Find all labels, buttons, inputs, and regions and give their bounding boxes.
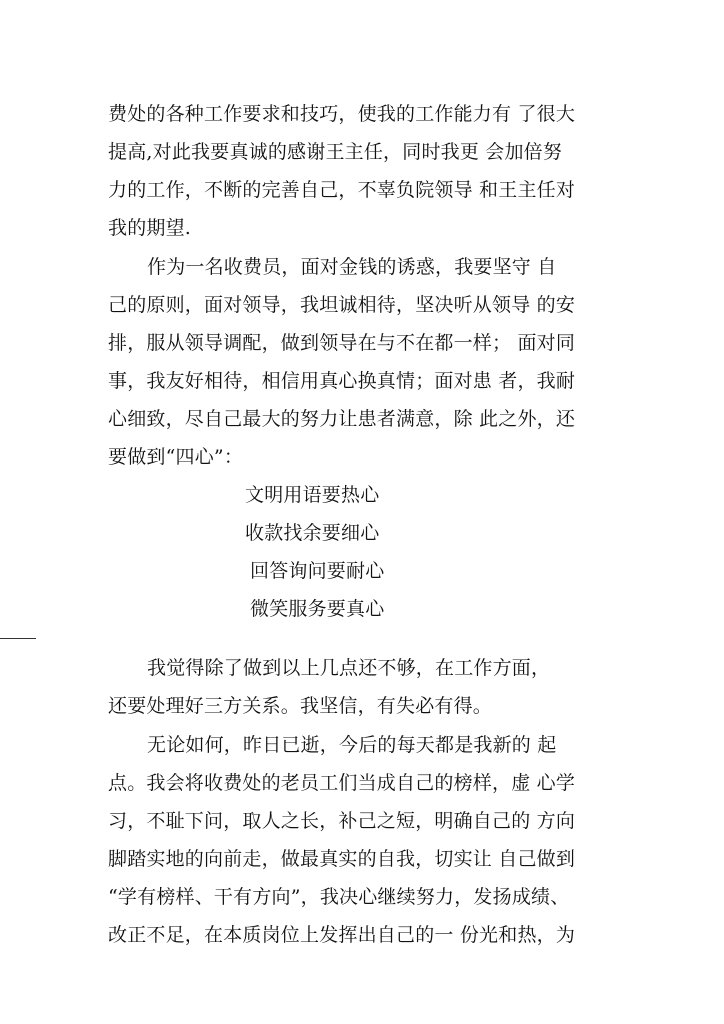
text-line: 改正不足，在本质岗位上发挥出自己的一 份光和热，为 (108, 924, 576, 946)
four-hearts-item: 文明用语要热心 (245, 484, 380, 506)
text-line: 力的工作，不断的完善自己，不辜负院领导 和王主任对 (108, 179, 576, 201)
text-line: 脚踏实地的向前走，做最真实的自我，切实让 自己做到 (108, 848, 576, 870)
text-line: 要做到“四心”： (108, 446, 244, 468)
four-hearts-item: 回答询问要耐心 (250, 560, 385, 582)
text-line: 心细致，尽自己最大的努力让患者满意，除 此之外，还 (108, 408, 576, 430)
text-line: 无论如何，昨日已逝，今后的每天都是我新的 起 (147, 734, 557, 756)
text-line: 事，我友好相待，相信用真心换真情；面对患 者，我耐 (108, 370, 576, 392)
text-line: 排，服从领导调配，做到领导在与不在都一样； 面对同 (108, 332, 576, 354)
text-line: 提高,对此我要真诚的感谢王主任，同时我更 会加倍努 (108, 141, 563, 163)
text-line: 我的期望. (108, 217, 192, 239)
text-line: 己的原则，面对领导，我坦诚相待，坚决听从领导 的安 (108, 294, 576, 316)
text-line: 习，不耻下问，取人之长，补己之短，明确自己的 方向 (108, 810, 576, 832)
text-line: “学有榜样、干有方向”，我决心继续努力，发扬成绩、 (108, 886, 570, 908)
text-line: 费处的各种工作要求和技巧，使我的工作能力有 了很大 (108, 103, 576, 125)
text-line: 还要处理好三方关系。我坚信，有失必有得。 (108, 695, 493, 717)
text-line: 我觉得除了做到以上几点还不够，在工作方面， (147, 657, 551, 679)
four-hearts-item: 微笑服务要真心 (250, 598, 385, 620)
text-line: 点。我会将收费处的老员工们当成自己的榜样，虚 心学 (108, 772, 576, 794)
four-hearts-item: 收款找余要细心 (245, 522, 380, 544)
page-break-rule (0, 638, 36, 639)
text-line: 作为一名收费员，面对金钱的诱惑，我要坚守 自 (147, 256, 557, 278)
